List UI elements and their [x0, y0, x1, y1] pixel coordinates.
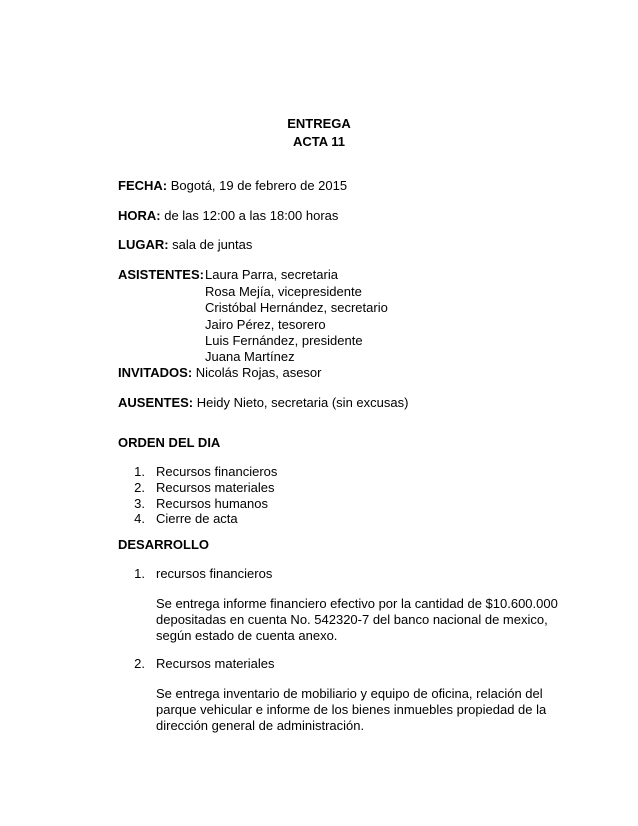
ausentes-label: AUSENTES:	[118, 395, 194, 410]
asistente-item: Cristóbal Hernández, secretario	[205, 300, 388, 315]
hora-value: de las 12:00 a las 18:00 horas	[160, 208, 339, 223]
desarrollo-item-body-line: parque vehicular e informe de los bienes inmuebles propiedad de la	[156, 702, 547, 717]
asistente-item: Luis Fernández, presidente	[205, 333, 363, 348]
desarrollo-item-number: 1.	[134, 566, 145, 581]
orden-item-number: 2.	[134, 480, 145, 495]
ausentes-value: Heidy Nieto, secretaria (sin excusas)	[193, 395, 409, 410]
fecha-row	[118, 179, 347, 192]
desarrollo-item-body-line: depositadas en cuenta No. 542320-7 del banco nacional de mexico,	[156, 612, 548, 627]
desarrollo-item-body-line: dirección general de administración.	[156, 718, 365, 733]
invitados-label: INVITADOS:	[118, 365, 193, 380]
orden-item-number: 3.	[134, 496, 145, 511]
asistente-item: Laura Parra, secretaria	[205, 267, 338, 282]
orden-heading: ORDEN DEL DIA	[118, 435, 221, 450]
document-title: ENTREGA	[287, 116, 351, 131]
desarrollo-heading: DESARROLLO	[118, 537, 209, 552]
fecha-value: Bogotá, 19 de febrero de 2015	[167, 178, 348, 193]
desarrollo-item-title: Recursos materiales	[156, 656, 275, 671]
asistentes-label: ASISTENTES:	[118, 267, 204, 282]
orden-item-number: 1.	[134, 464, 145, 479]
document-subtitle: ACTA 11	[292, 134, 345, 149]
hora-row	[118, 209, 338, 222]
desarrollo-item-body-line: Se entrega inventario de mobiliario y equipo de oficina, relación del	[156, 686, 543, 701]
orden-item: Recursos materiales	[156, 480, 275, 495]
asistente-item: Rosa Mejía, vicepresidente	[205, 284, 362, 299]
lugar-value: sala de juntas	[168, 237, 253, 252]
lugar-row	[118, 238, 252, 251]
asistente-item: Juana Martínez	[205, 349, 295, 364]
orden-item: Recursos financieros	[156, 464, 278, 479]
desarrollo-item-body-line: según estado de cuenta anexo.	[156, 628, 338, 643]
orden-item: Recursos humanos	[156, 496, 268, 511]
desarrollo-item-body-line: Se entrega informe financiero efectivo por la cantidad de $10.600.000	[156, 596, 558, 611]
fecha-label: FECHA:	[118, 178, 168, 193]
orden-item: Cierre de acta	[156, 511, 238, 526]
orden-item-number: 4.	[134, 511, 145, 526]
hora-label: HORA:	[118, 208, 161, 223]
invitados-row	[118, 366, 321, 379]
ausentes-row	[118, 396, 408, 409]
lugar-label: LUGAR:	[118, 237, 169, 252]
asistente-item: Jairo Pérez, tesorero	[205, 317, 326, 332]
desarrollo-item-number: 2.	[134, 656, 145, 671]
desarrollo-item-title: recursos financieros	[156, 566, 273, 581]
invitados-value: Nicolás Rojas, asesor	[192, 365, 322, 380]
